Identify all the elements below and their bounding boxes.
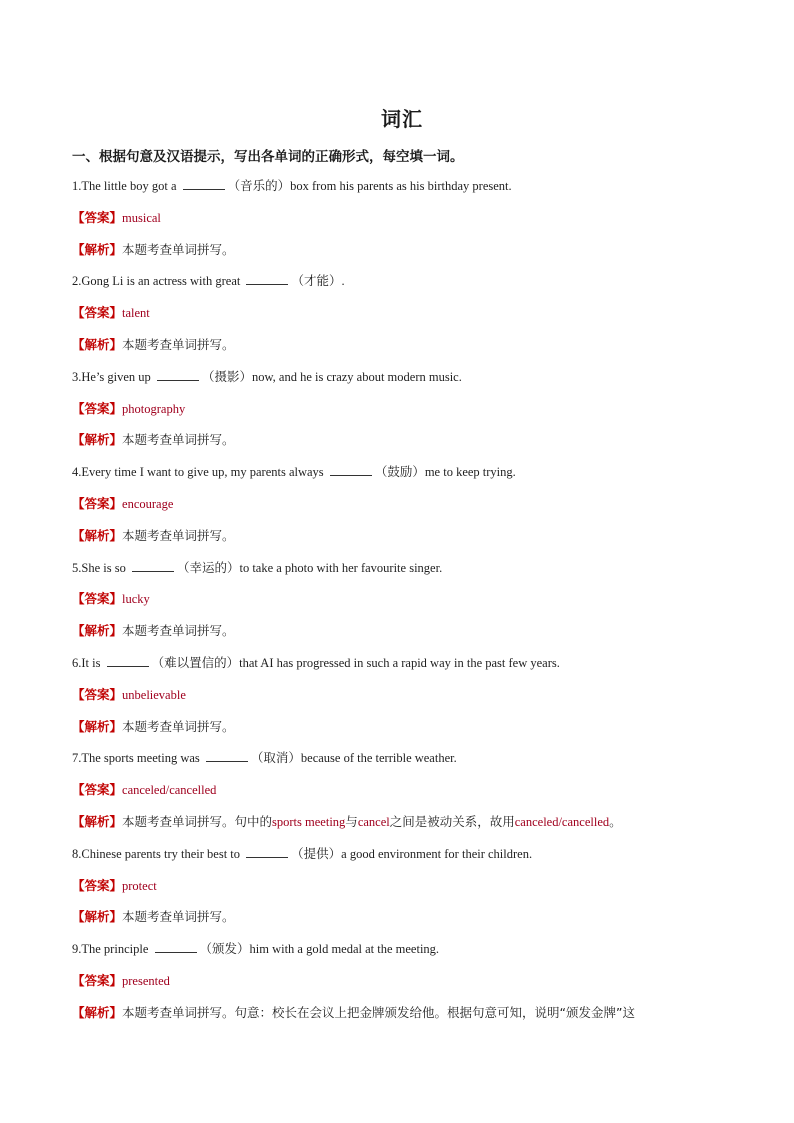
answer-line [72, 590, 150, 608]
answer-label: 【答案】 [72, 877, 123, 893]
question-line [72, 272, 345, 290]
question-text: He’s given up [81, 369, 154, 384]
question-text: The principle [81, 942, 152, 957]
analysis-line [72, 336, 235, 354]
question-text: . [341, 274, 345, 289]
chinese-hint: （鼓励） [374, 465, 425, 480]
analysis-label: 【解析】 [72, 909, 123, 925]
question-line [72, 463, 516, 481]
analysis-text: 与 [345, 814, 358, 829]
question-text: to take a photo with her favourite singer. [239, 560, 443, 575]
page-title: 词汇 [381, 107, 423, 131]
analysis-line [72, 527, 235, 545]
question-text: him with a gold medal at the meeting. [249, 942, 440, 957]
answer-text: presented [122, 974, 170, 988]
question-text: It is [81, 656, 104, 670]
answer-label: 【答案】 [72, 305, 123, 321]
answer-text: musical [122, 210, 161, 225]
analysis-label: 【解析】 [72, 1004, 123, 1020]
answer-blank [246, 845, 288, 858]
answer-line [72, 304, 150, 322]
question-line [72, 845, 532, 863]
analysis-label: 【解析】 [72, 337, 123, 352]
answer-blank [107, 654, 149, 667]
question-number: 1. [72, 179, 82, 193]
chinese-hint: （提供） [291, 846, 342, 861]
answer-line [72, 877, 157, 895]
answer-text: canceled/cancelled [122, 783, 217, 798]
chinese-hint: （难以置信的） [151, 656, 240, 670]
analysis-line [72, 908, 235, 926]
answer-blank [183, 177, 225, 190]
question-text: a good environment for their children. [341, 846, 533, 861]
analysis-text: 本题考查单词拼写。 [122, 432, 235, 448]
section-heading: 一、根据句意及汉语提示，写出各单词的正确形式，每空填一词。 [72, 149, 464, 165]
answer-text: unbelievable [122, 687, 186, 702]
question-text: now, and he is crazy about modern music. [251, 369, 462, 384]
analysis-label: 【解析】 [72, 718, 123, 734]
question-text: box from his parents as his birthday present. [290, 179, 512, 193]
answer-label: 【答案】 [72, 209, 123, 225]
question-number: 3. [72, 369, 82, 384]
analysis-highlight: sports meeting [272, 815, 346, 829]
analysis-text: 本题考查单词拼写。 [122, 909, 235, 925]
question-line [72, 177, 512, 195]
question-line [72, 940, 439, 958]
question-text: The sports meeting was [81, 751, 203, 766]
chinese-hint: （幸运的） [176, 560, 240, 575]
question-text: Gong Li is an actress with great [81, 274, 244, 289]
answer-text: talent [122, 306, 150, 321]
answer-label: 【答案】 [72, 591, 123, 607]
answer-blank [206, 749, 248, 762]
analysis-text: 本题考查单词拼写。 [122, 527, 235, 543]
answer-line [72, 209, 161, 227]
answer-text: lucky [122, 592, 150, 607]
question-line [72, 368, 462, 386]
answer-text: photography [122, 401, 186, 416]
chinese-hint: （摄影） [201, 369, 252, 384]
analysis-text: 本题考查单词拼写。 [122, 337, 235, 352]
analysis-text: 本题考查单词拼写。 [122, 718, 235, 734]
answer-line [72, 972, 170, 990]
analysis-label: 【解析】 [72, 623, 123, 639]
chinese-hint: （音乐的） [227, 179, 291, 193]
question-number: 2. [72, 274, 82, 289]
chinese-hint: （才能） [291, 274, 342, 289]
analysis-text: 之间是被动关系，故用 [389, 814, 515, 829]
analysis-label: 【解析】 [72, 432, 123, 448]
answer-label: 【答案】 [72, 686, 123, 702]
answer-blank [330, 463, 372, 476]
question-text: me to keep trying. [424, 465, 516, 480]
answer-line [72, 495, 173, 513]
answer-blank [157, 368, 199, 381]
question-number: 8. [72, 846, 82, 861]
answer-label: 【答案】 [72, 400, 123, 416]
analysis-text: 本题考查单词拼写。 [122, 241, 235, 257]
analysis-highlight: cancel [357, 815, 390, 829]
analysis-line [72, 241, 235, 259]
analysis-label: 【解析】 [72, 527, 123, 543]
analysis-label: 【解析】 [72, 814, 123, 829]
answer-text: protect [122, 878, 157, 893]
answer-line [72, 400, 185, 418]
analysis-highlight: canceled/cancelled [514, 815, 610, 829]
answer-label: 【答案】 [72, 782, 123, 798]
analysis-line [72, 718, 235, 736]
chinese-hint: （颁发） [199, 942, 250, 957]
question-text: Chinese parents try their best to [81, 846, 244, 861]
analysis-line [72, 622, 235, 640]
question-text: The little boy got a [81, 179, 180, 193]
analysis-text: 。 [609, 814, 622, 829]
question-number: 4. [72, 465, 82, 480]
question-number: 5. [72, 560, 82, 575]
question-number: 9. [72, 942, 82, 957]
answer-label: 【答案】 [72, 973, 123, 988]
analysis-text: 本题考查单词拼写。句中的 [122, 814, 273, 829]
question-text: Every time I want to give up, my parents always [81, 465, 327, 480]
question-text: that AI has progressed in such a rapid way in the past few years. [239, 656, 560, 670]
question-number: 6. [72, 656, 82, 670]
answer-blank [132, 559, 174, 572]
question-line [72, 654, 560, 672]
question-line [72, 559, 442, 577]
analysis-line [72, 431, 235, 449]
analysis-line [72, 813, 622, 831]
chinese-hint: （取消） [250, 751, 301, 766]
analysis-text: 本题考查单词拼写。 [122, 623, 235, 639]
analysis-label: 【解析】 [72, 241, 123, 257]
answer-blank [246, 272, 288, 285]
question-text: because of the terrible weather. [300, 751, 457, 766]
question-text: She is so [81, 560, 129, 575]
question-line [72, 749, 457, 767]
analysis-text: 本题考查单词拼写。句意：校长在会议上把金牌颁发给他。根据句意可知，说明“颁发金牌”这 [122, 1004, 635, 1020]
question-number: 7. [72, 751, 82, 766]
analysis-line [72, 1004, 635, 1022]
answer-blank [155, 940, 197, 953]
answer-line [72, 781, 216, 799]
answer-text: encourage [122, 497, 174, 511]
answer-line [72, 686, 186, 704]
answer-label: 【答案】 [72, 496, 123, 511]
